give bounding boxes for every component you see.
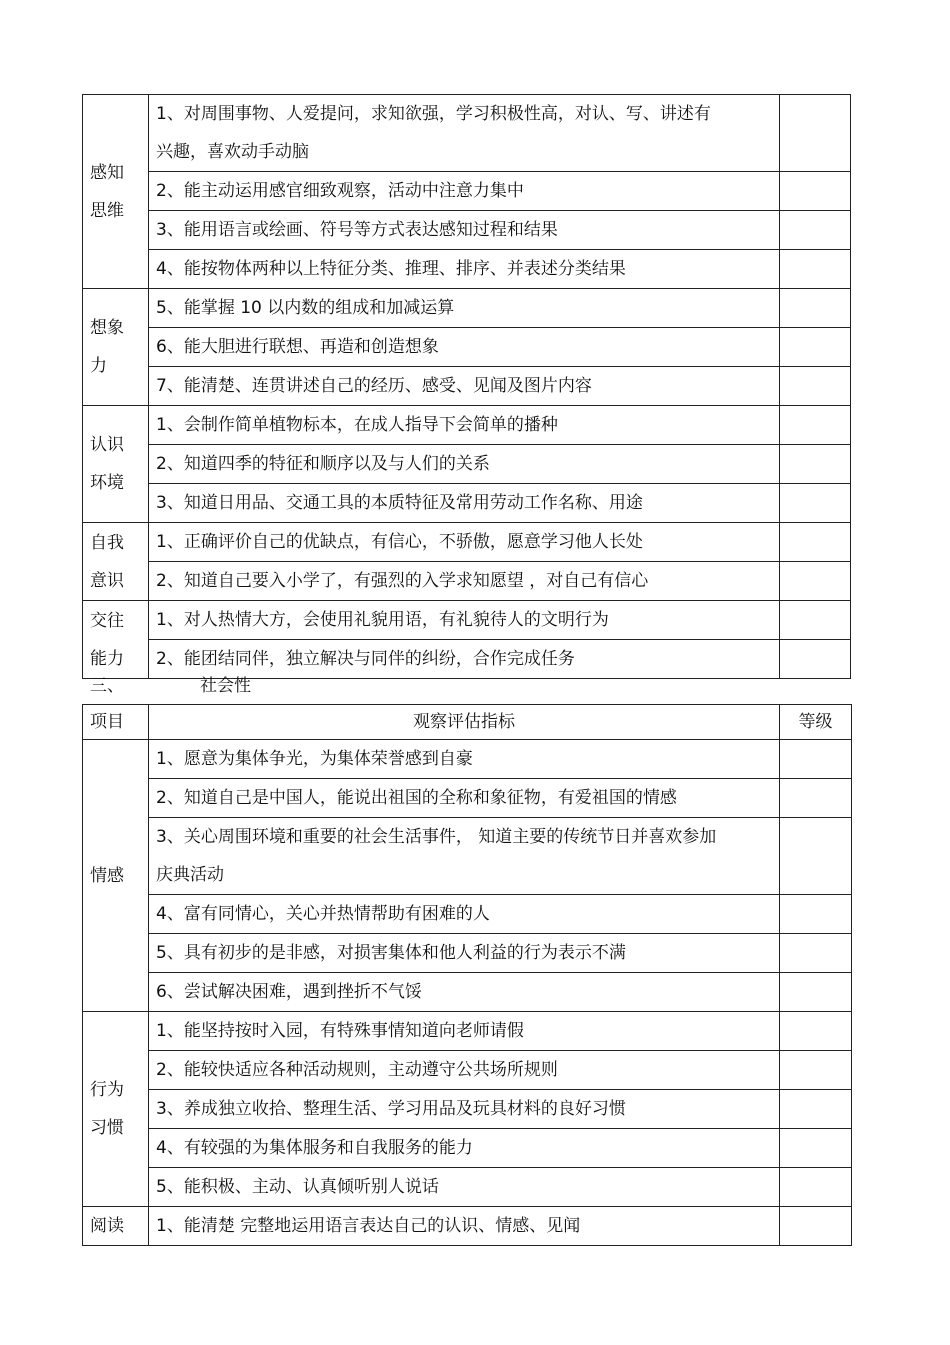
indicator-cell: [149, 1012, 780, 1051]
table-row: [83, 1129, 852, 1168]
indicator-cell: [149, 328, 780, 367]
category-cell: [83, 1207, 149, 1246]
category-cell: [83, 523, 149, 601]
table-row: [83, 211, 851, 250]
indicator-cell: [149, 1168, 780, 1207]
indicator-text: 4、能按物体两种以上特征分类、推理、排序、并表述分类结果: [156, 259, 626, 279]
category-label: 环境: [90, 473, 124, 493]
indicator-text: 3、知道日用品、交通工具的本质特征及常用劳动工作名称、用途: [156, 493, 643, 513]
table-row: [83, 289, 851, 328]
indicator-cell: [149, 973, 780, 1012]
category-label: 想象: [90, 318, 124, 338]
grade-cell[interactable]: [780, 1012, 852, 1051]
grade-cell[interactable]: [780, 211, 851, 250]
indicator-text: 1、会制作简单植物标本，在成人指导下会简单的播种: [156, 415, 558, 435]
table-row: [83, 484, 851, 523]
grade-cell[interactable]: [780, 973, 852, 1012]
table-row: [83, 740, 852, 779]
table-row: [83, 328, 851, 367]
indicator-text: 1、对人热情大方，会使用礼貌用语，有礼貌待人的文明行为: [156, 610, 609, 630]
indicator-cell: [149, 1090, 780, 1129]
section-title: 社会性: [200, 676, 251, 696]
indicator-cell: [149, 250, 780, 289]
indicator-cell: [149, 1129, 780, 1168]
table-row: [83, 172, 851, 211]
indicator-text: 2、知道四季的特征和顺序以及与人们的关系: [156, 454, 490, 474]
indicator-text: 2、能较快适应各种活动规则，主动遵守公共场所规则: [156, 1060, 558, 1080]
indicator-cell: [149, 1207, 780, 1246]
indicator-text: 4、富有同情心，关心并热情帮助有困难的人: [156, 904, 490, 924]
indicator-cell: [149, 289, 780, 328]
table-row: [83, 250, 851, 289]
category-label: 能力: [90, 648, 124, 669]
grade-cell[interactable]: [780, 562, 851, 601]
table-row: [83, 95, 851, 172]
development-table-cognition: [82, 94, 851, 679]
category-label: 意识: [90, 570, 124, 591]
grade-cell[interactable]: [780, 367, 851, 406]
indicator-text: 4、有较强的为集体服务和自我服务的能力: [156, 1138, 473, 1158]
indicator-text: 1、正确评价自己的优缺点，有信心，不骄傲，愿意学习他人长处: [156, 532, 643, 552]
indicator-cell: [149, 1051, 780, 1090]
grade-cell[interactable]: [780, 740, 852, 779]
table-row: [83, 562, 851, 601]
grade-cell[interactable]: [780, 640, 851, 679]
grade-cell[interactable]: [780, 445, 851, 484]
indicator-cell: [149, 523, 780, 562]
table-row: [83, 779, 852, 818]
indicator-cell: [149, 95, 780, 172]
grade-cell[interactable]: [780, 289, 851, 328]
table-row: [83, 601, 851, 640]
table-row: [83, 818, 852, 895]
grade-cell[interactable]: [780, 1051, 852, 1090]
table-row: [83, 1012, 852, 1051]
indicator-cell: [149, 779, 780, 818]
indicator-cell: [149, 211, 780, 250]
indicator-text: 2、能团结同伴，独立解决与同伴的纠纷，合作完成任务: [156, 649, 575, 669]
grade-cell[interactable]: [780, 779, 852, 818]
indicator-cell: [149, 818, 780, 895]
indicator-text: 1、对周围事物、人爱提问，求知欲强，学习积极性高，对认、写、讲述有: [156, 104, 711, 124]
indicator-text: 1、能坚持按时入园，有特殊事情知道向老师请假: [156, 1021, 524, 1041]
indicator-cell: [149, 406, 780, 445]
indicator-cell: [149, 367, 780, 406]
table-row: [83, 1168, 852, 1207]
indicator-cell: [149, 172, 780, 211]
grade-cell[interactable]: [780, 172, 851, 211]
section-heading: [90, 671, 251, 696]
grade-cell[interactable]: [780, 523, 851, 562]
table-header-row: [83, 705, 852, 740]
category-cell: [83, 95, 149, 289]
indicator-cell: [149, 484, 780, 523]
grade-cell[interactable]: [780, 484, 851, 523]
category-label: 阅读: [90, 1216, 124, 1236]
indicator-text: 1、能清楚 完整地运用语言表达自己的认识、情感、见闻: [156, 1216, 581, 1236]
grade-cell[interactable]: [780, 934, 852, 973]
grade-cell[interactable]: [780, 250, 851, 289]
category-label: 自我: [90, 532, 124, 553]
indicator-text: 3、能用语言或绘画、符号等方式表达感知过程和结果: [156, 220, 558, 240]
indicator-cell: [149, 445, 780, 484]
grade-cell[interactable]: [780, 1129, 852, 1168]
development-table-social: [82, 704, 852, 1246]
category-label: 习惯: [90, 1118, 124, 1138]
grade-cell[interactable]: [780, 601, 851, 640]
indicator-text: 3、关心周围环境和重要的社会生活事件， 知道主要的传统节日并喜欢参加: [156, 827, 717, 847]
category-label: 认识: [90, 435, 124, 455]
grade-cell[interactable]: [780, 1207, 852, 1246]
category-cell: [83, 740, 149, 1012]
category-label: 情感: [90, 865, 124, 886]
table-row: [83, 1051, 852, 1090]
table-row: [83, 895, 852, 934]
indicator-text: 5、能积极、主动、认真倾听别人说话: [156, 1177, 439, 1197]
indicator-text: 5、具有初步的是非感，对损害集体和他人利益的行为表示不满: [156, 943, 626, 963]
table-row: [83, 1207, 852, 1246]
table-row: [83, 973, 852, 1012]
indicator-text: 6、能大胆进行联想、再造和创造想象: [156, 337, 439, 357]
indicator-text: 2、知道自己是中国人，能说出祖国的全称和象征物，有爱祖国的情感: [156, 788, 677, 808]
grade-cell[interactable]: [780, 895, 852, 934]
indicator-cell: [149, 740, 780, 779]
category-label: 力: [90, 356, 107, 376]
grade-cell[interactable]: [780, 818, 852, 895]
indicator-cell: [149, 601, 780, 640]
indicator-text: 兴趣，喜欢动手动脑: [156, 142, 309, 162]
header-indicator: 观察评估指标: [149, 705, 780, 740]
grade-cell[interactable]: [780, 406, 851, 445]
category-cell: [83, 406, 149, 523]
grade-cell[interactable]: [780, 95, 851, 172]
category-label: 交往: [90, 610, 124, 631]
category-cell: [83, 601, 149, 679]
indicator-text: 2、知道自己要入小学了，有强烈的入学求知愿望 ，对自己有信心: [156, 571, 649, 591]
indicator-cell: [149, 562, 780, 601]
indicator-text: 7、能清楚、连贯讲述自己的经历、感受、见闻及图片内容: [156, 376, 592, 396]
indicator-text: 6、尝试解决困难，遇到挫折不气馁: [156, 982, 422, 1002]
indicator-text: 2、能主动运用感官细致观察，活动中注意力集中: [156, 181, 524, 201]
table-row: [83, 1090, 852, 1129]
indicator-text: 1、愿意为集体争光，为集体荣誉感到自豪: [156, 749, 473, 769]
grade-cell[interactable]: [780, 328, 851, 367]
indicator-text: 5、能掌握 10 以内数的组成和加减运算: [156, 298, 455, 318]
category-label: 思维: [90, 200, 124, 221]
table-row: [83, 406, 851, 445]
header-project: 项目: [83, 705, 149, 740]
table-row: [83, 523, 851, 562]
table-row: [83, 934, 852, 973]
indicator-cell: [149, 895, 780, 934]
table-row: [83, 445, 851, 484]
category-cell: [83, 1012, 149, 1207]
indicator-cell: [149, 934, 780, 973]
category-label: 感知: [90, 162, 124, 183]
indicator-text: 庆典活动: [156, 865, 224, 885]
category-cell: [83, 289, 149, 406]
category-label: 行为: [90, 1080, 124, 1100]
grade-cell[interactable]: [780, 1168, 852, 1207]
grade-cell[interactable]: [780, 1090, 852, 1129]
section-number: 三、: [90, 676, 124, 696]
indicator-text: 3、养成独立收拾、整理生活、学习用品及玩具材料的良好习惯: [156, 1099, 626, 1119]
header-grade: 等级: [780, 705, 852, 740]
table-row: [83, 367, 851, 406]
